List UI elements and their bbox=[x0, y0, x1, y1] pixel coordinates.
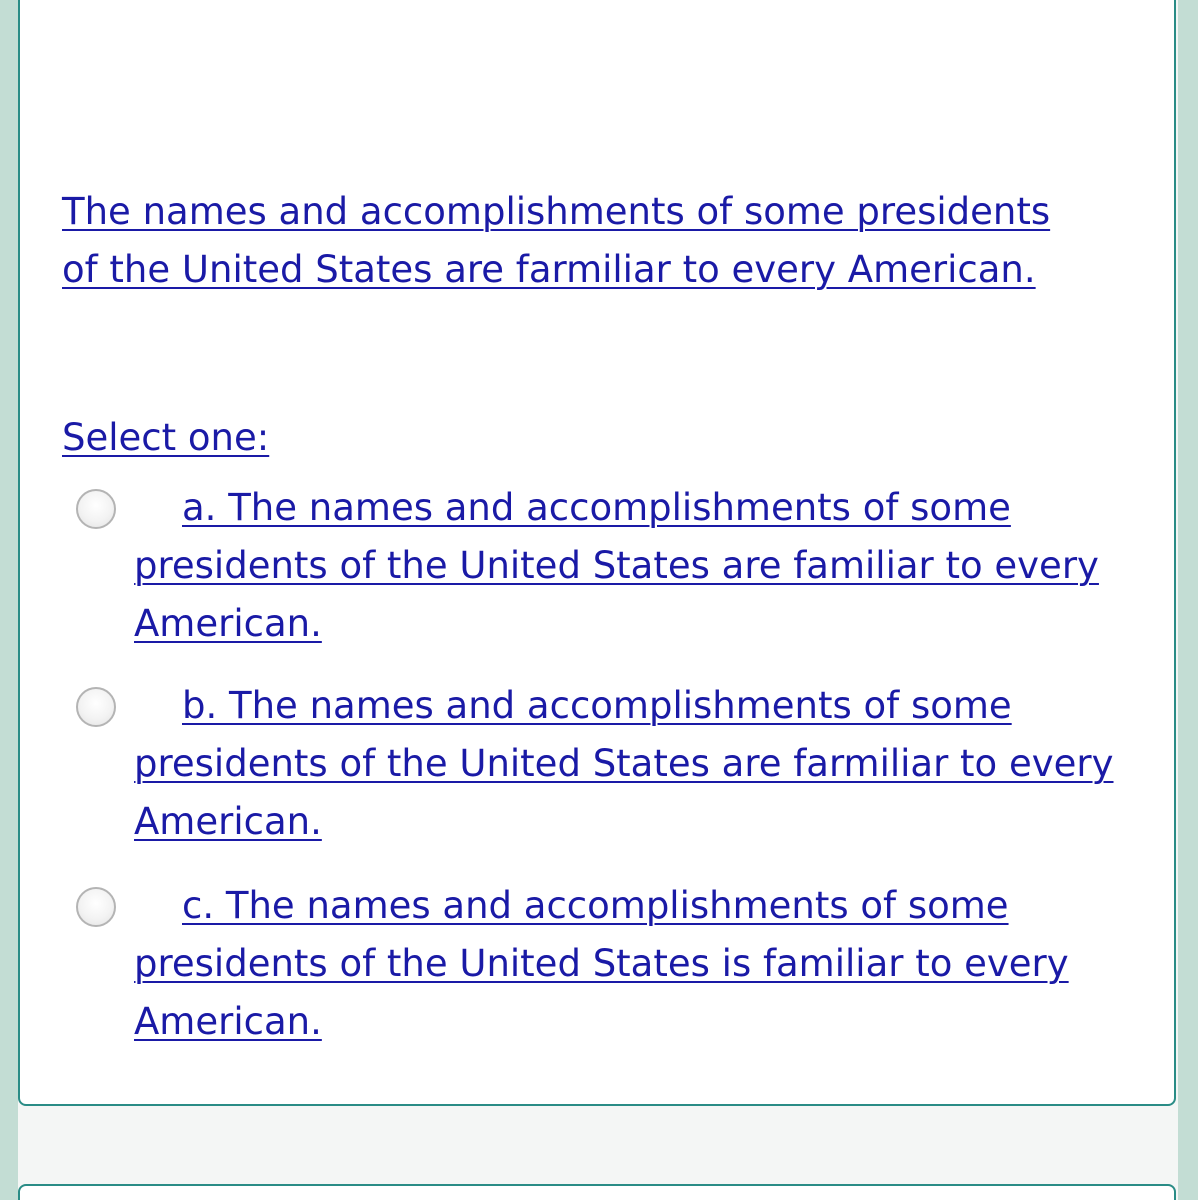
next-question-card bbox=[18, 1184, 1176, 1200]
radio-button-a[interactable] bbox=[76, 489, 116, 529]
right-side-strip bbox=[1178, 0, 1198, 1200]
radio-button-c[interactable] bbox=[76, 887, 116, 927]
answer-label-b[interactable]: b. The names and accomplishments of some presidents of the United States are farmiliar to every American. bbox=[134, 684, 1114, 843]
radio-button-b[interactable] bbox=[76, 687, 116, 727]
question-card bbox=[18, 0, 1176, 1106]
answer-label-a[interactable]: a. The names and accomplishments of some presidents of the United States are familiar to every American. bbox=[134, 486, 1099, 645]
answer-label-c[interactable]: c. The names and accomplishments of some presidents of the United States is familiar to every American. bbox=[134, 884, 1069, 1043]
left-side-strip bbox=[0, 0, 18, 1200]
question-text: The names and accomplishments of some presidents of the United States are farmiliar to every American. bbox=[62, 190, 1051, 291]
select-one-prompt: Select one: bbox=[62, 416, 270, 459]
